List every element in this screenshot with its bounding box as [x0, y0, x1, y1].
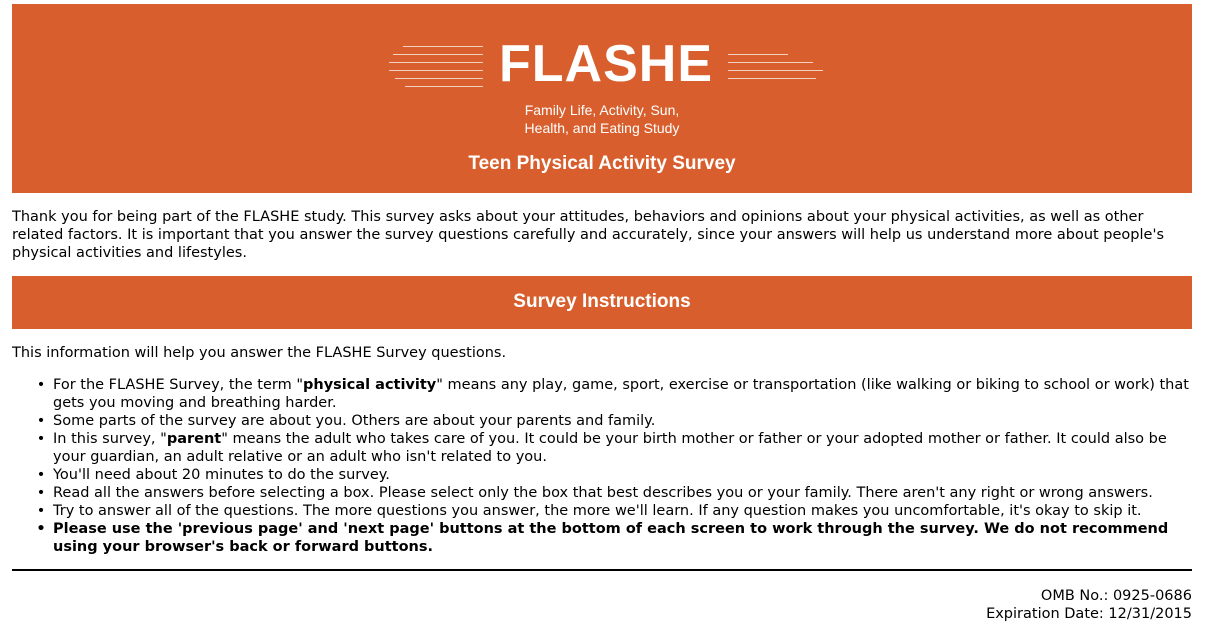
list-item: • Try to answer all of the questions. The more questions you answer, the more we'll learn. If any question makes you uncomfortable, it's okay to skip it. — [36, 503, 1142, 519]
list-item: • Some parts of the survey are about you. Others are about your parents and family. — [36, 413, 656, 429]
tagline-line2: Health, and Eating Study — [524, 120, 680, 136]
bullet-icon: • — [36, 377, 46, 393]
list-item-navigation-note: • Please use the 'previous page' and 'next page' buttons at the bottom of each screen to work through the survey. We do not recommend using your browser's back or forward buttons. — [36, 521, 1169, 555]
bullet-icon: • — [36, 503, 46, 519]
list-item: • For the FLASHE Survey, the term "physical activity" means any play, game, sport, exercise or transportation (like walking or biking to school or work) that gets you moving and breathing harder. — [36, 377, 1189, 411]
term-parent: parent — [166, 431, 222, 447]
list-item: • You'll need about 20 minutes to do the survey. — [36, 467, 390, 483]
header-banner — [12, 4, 1192, 193]
instructions-list — [12, 376, 1192, 556]
bullet-icon: • — [36, 431, 46, 447]
instructions-lead: This information will help you answer the FLASHE Survey questions. — [12, 345, 507, 361]
omb-number: OMB No.: 0925-0686 — [1040, 588, 1192, 604]
intro-paragraph: Thank you for being part of the FLASHE study. This survey asks about your attitudes, behaviors and opinions about your physical activities, as well as other related factors. It is important that you answer the survey questions carefully and accurately, since your answers will help us understand more about people's physical activities and lifestyles. — [12, 209, 1164, 261]
list-item: • Read all the answers before selecting a box. Please select only the box that best describes you or your family. There aren't any right or wrong answers. — [36, 485, 1153, 501]
survey-title: Teen Physical Activity Survey — [468, 153, 736, 174]
term-physical-activity: physical activity — [303, 377, 437, 393]
bullet-icon: • — [36, 413, 46, 429]
omb-info — [986, 587, 1192, 623]
divider — [12, 569, 1192, 571]
bullet-icon: • — [36, 485, 46, 501]
tagline-line1: Family Life, Activity, Sun, — [524, 102, 680, 118]
bullet-icon: • — [36, 521, 46, 537]
instructions-title: Survey Instructions — [513, 291, 691, 312]
expiration-date: Expiration Date: 12/31/2015 — [986, 606, 1192, 622]
flashe-logo — [389, 34, 823, 94]
logo-text: FLASHE — [499, 35, 713, 93]
list-item: • In this survey, "parent" means the adult who takes care of you. It could be your birth mother or father or your adopted mother or father. It could also be your guardian, an adult relative or an adult who isn't related to you. — [36, 431, 1167, 465]
instructions-banner — [12, 276, 1192, 329]
bullet-icon: • — [36, 467, 46, 483]
